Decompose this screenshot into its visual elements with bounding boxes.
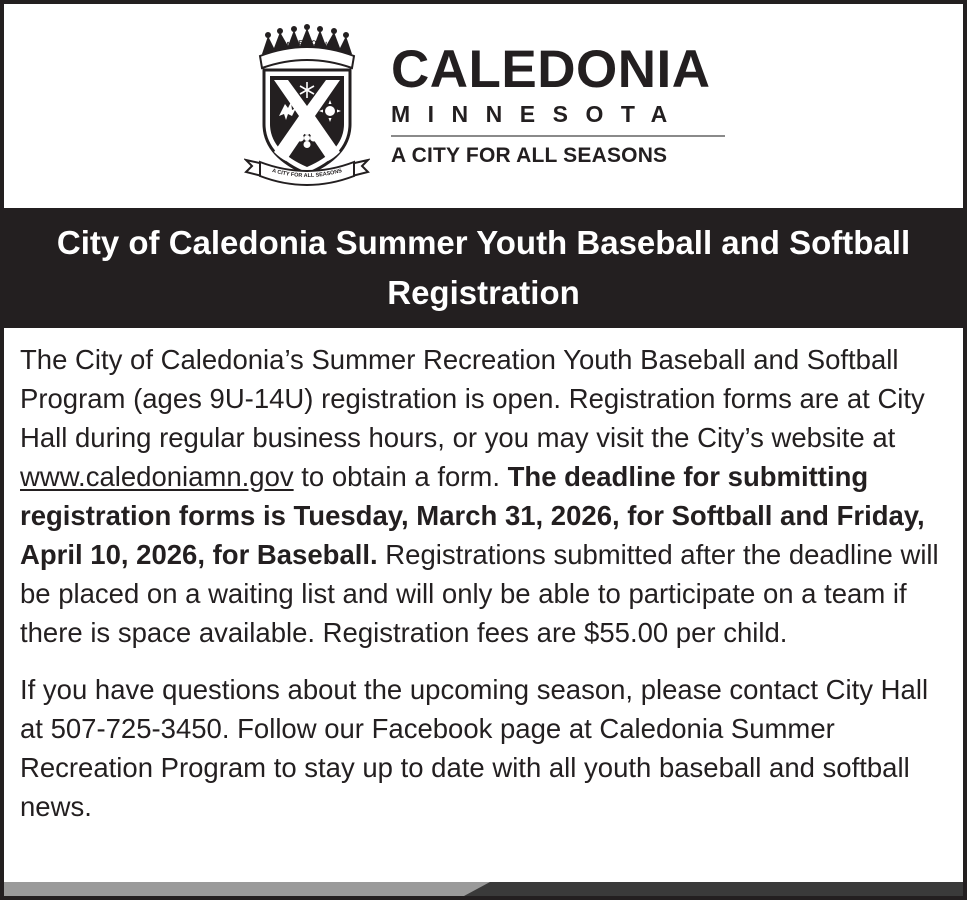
page-title: City of Caledonia Summer Youth Baseball and Softball Registration: [56, 224, 911, 311]
body-copy: [20, 340, 955, 826]
city-crest-logo: [244, 24, 370, 190]
title-bar: [4, 208, 963, 328]
paragraph-contact: If you have questions about the upcoming season, please contact City Hall at 507-725-3450. Follow our Facebook page at Caledonia Summer Recreation Program to stay up to date with all youth baseball and softball news.: [20, 674, 929, 822]
registration-after-link: to obtain a form.: [293, 461, 508, 492]
crest-ribbon-text: A CITY FOR ALL SEASONS: [271, 168, 343, 180]
brand-wordmark: [391, 40, 731, 169]
bottom-stripe: [4, 882, 963, 896]
deadline-text: The deadline for submitting registration forms is Tuesday, March 31, 2026, for Softball and Friday, April 10, 2026, for Baseball.: [20, 461, 925, 570]
brand-divider: [391, 135, 725, 137]
header: [4, 4, 963, 208]
paragraph-registration: [20, 340, 955, 652]
brand-state: MINNESOTA: [391, 101, 685, 127]
brand-name: CALEDONIA: [391, 40, 711, 99]
registration-details: Registrations submitted after the deadline will be placed on a waiting list and will only be able to participate on a team if there is space available. Registration fees are $55.00 per child.: [20, 539, 939, 648]
brand-tagline: A CITY FOR ALL SEASONS: [391, 144, 668, 167]
website-link[interactable]: www.caledoniamn.gov: [20, 461, 294, 492]
registration-intro: The City of Caledonia’s Summer Recreation Youth Baseball and Softball Program (ages 9U-14U) registration is open. Registration forms are at City Hall during regular business hours, or you may visit the City’s website at: [20, 344, 925, 453]
crest-banner-text: CALEDONIA: [278, 39, 336, 51]
